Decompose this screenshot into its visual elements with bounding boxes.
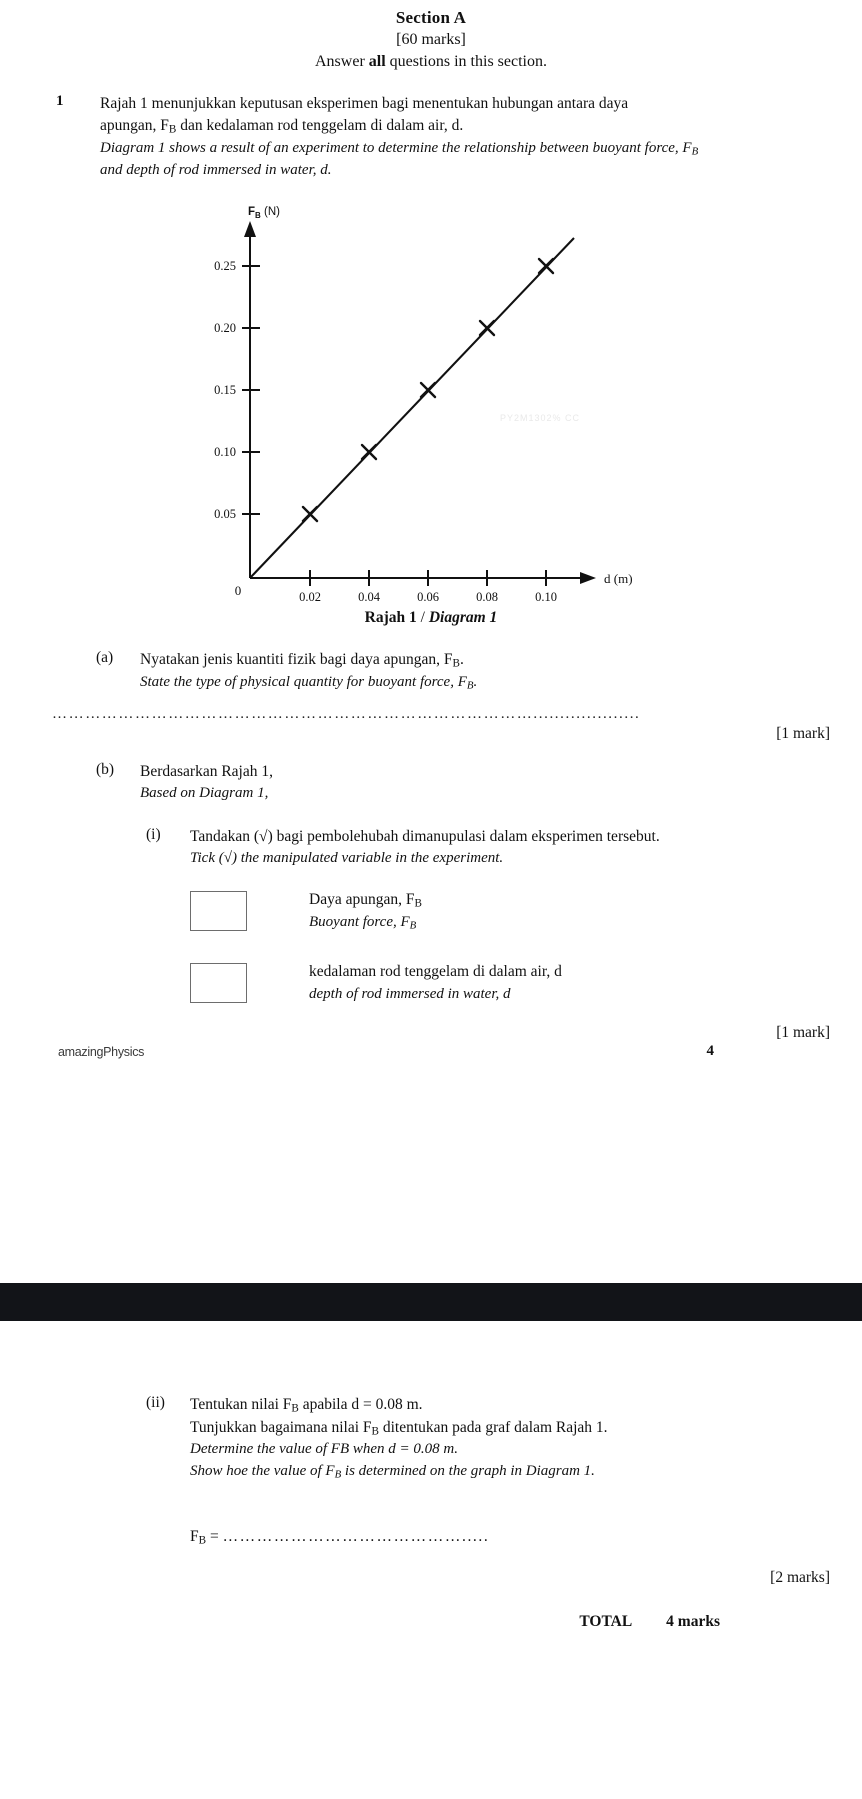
- total-label: TOTAL: [579, 1612, 633, 1630]
- answer-note-pre: Answer: [315, 53, 369, 70]
- section-marks-note: [60 marks]: [396, 31, 466, 48]
- part-b-ii-malay-2a: Tunjukkan bagaimana nilai F: [190, 1418, 372, 1436]
- diagram-1-graph: [0, 203, 862, 626]
- page-separator-band: [0, 1283, 862, 1321]
- x-tick-label-2: 0.06: [417, 589, 439, 604]
- subscript-b: B: [691, 145, 699, 158]
- section-title: Section A: [395, 8, 467, 27]
- option-0-english-a: Buoyant force, F: [309, 914, 410, 931]
- part-b-ii-label: (ii): [146, 1394, 165, 1411]
- x-tick-label-0: 0.02: [299, 589, 321, 604]
- part-b-ii-malay-2b: ditentukan pada graf dalam Rajah 1.: [379, 1418, 608, 1436]
- part-a-malay-a: Nyatakan jenis kuantiti fizik bagi daya apungan, F: [140, 650, 453, 668]
- page-footer: [0, 1045, 862, 1069]
- stem-malay-line-2-b: dan kedalaman rod tenggelam di dalam air, d.: [176, 117, 464, 134]
- part-b-i-english: Tick (√) the manipulated variable in the experiment.: [190, 850, 504, 866]
- option-1-english-a: depth of rod immersed in water, d: [309, 986, 511, 1003]
- answer-note-post: questions in this section.: [385, 53, 547, 70]
- part-a: [0, 649, 862, 694]
- x-tick-label-4: 0.10: [535, 589, 557, 604]
- part-b-ii-malay-line-2: [190, 1417, 830, 1440]
- subscript-b: B: [334, 1467, 342, 1480]
- answer-note-emphasis: all: [368, 53, 386, 70]
- diagram-caption: [0, 609, 862, 627]
- section-header: [0, 0, 862, 71]
- stem-malay-line-2-a: apungan, F: [100, 117, 169, 134]
- part-a-answer-line[interactable]: ……………………………………………………………………………....................: [52, 705, 641, 722]
- part-a-english-b: .: [473, 674, 478, 691]
- option-0-english: [309, 912, 422, 933]
- graph-background: [214, 203, 634, 615]
- part-a-english: [140, 672, 830, 693]
- part-b-i-marks: [1 mark]: [776, 1023, 830, 1041]
- y-tick-label-2: 0.15: [214, 382, 236, 397]
- tick-option-depth-text: [309, 961, 562, 1005]
- part-b-ii-english-line-1: Determine the value of FB when d = 0.08 m.: [190, 1441, 458, 1458]
- part-b-ii-malay-1b: apabila d = 0.08 m.: [298, 1396, 423, 1413]
- answer-prefix-a: F: [190, 1528, 199, 1546]
- x-axis-label: d (m): [604, 570, 633, 586]
- y-axis-label: $F_B$ (N): [248, 205, 280, 220]
- stem-english-line-1-a: Diagram 1 shows a result of an experiment to determine the relationship between buoyant force, F: [100, 140, 692, 157]
- part-b-ii-answer-line[interactable]: …………………………………….....: [222, 1528, 490, 1546]
- stem-malay-line-2: [100, 115, 830, 138]
- subscript-b: B: [291, 1402, 299, 1415]
- part-b-ii-english-2a: Show hoe the value of F: [190, 1462, 335, 1479]
- option-1-malay-a: kedalaman rod tenggelam di dalam air, d: [309, 963, 562, 981]
- graph-canvas: [214, 203, 634, 613]
- subscript-b: B: [371, 1425, 379, 1438]
- checkbox-depth[interactable]: [190, 963, 247, 1003]
- y-tick-label-4: 0.25: [214, 258, 236, 273]
- tick-option-depth[interactable]: [190, 961, 862, 1005]
- tick-option-buoyant-force-text: [309, 889, 422, 933]
- stem-english-line-2: and depth of rod immersed in water, d.: [100, 161, 332, 178]
- footer-page-number: 4: [706, 1043, 714, 1059]
- subscript-b: B: [409, 919, 417, 932]
- total-value: 4 marks: [666, 1612, 720, 1630]
- part-b-ii: [0, 1394, 862, 1482]
- subscript-b: B: [414, 897, 422, 910]
- part-b-i-label: (i): [146, 825, 161, 843]
- origin-label: 0: [234, 582, 242, 598]
- part-b-i-malay: Tandakan (√) bagi pembolehubah dimanupulasi dalam eksperimen tersebut.: [190, 827, 660, 845]
- diagram-caption-sep: /: [416, 608, 429, 626]
- y-tick-label-1: 0.10: [214, 444, 236, 459]
- part-a-marks: [1 mark]: [776, 724, 830, 742]
- tick-option-buoyant-force[interactable]: [190, 889, 862, 933]
- part-a-malay: [140, 649, 830, 672]
- graph-svg: [214, 203, 634, 615]
- part-b-ii-malay-1a: Tentukan nilai F: [190, 1396, 292, 1413]
- x-tick-label-3: 0.08: [476, 589, 498, 604]
- subscript-b: B: [198, 1534, 207, 1547]
- answer-prefix-fb: [190, 1528, 223, 1545]
- graph-watermark: PY2M1302% CC: [500, 412, 581, 423]
- part-b-ii-answer-row[interactable]: [0, 1528, 862, 1546]
- part-a-english-a: State the type of physical quantity for buoyant force, F: [140, 674, 467, 691]
- stem-malay-line-1: Rajah 1 menunjukkan keputusan eksperimen bagi menentukan hubungan antara daya: [100, 95, 629, 112]
- tick-options: [0, 889, 862, 1005]
- y-tick-label-0: 0.05: [214, 506, 236, 521]
- part-b-ii-english-2b: is determined on the graph in Diagram 1.: [341, 1462, 595, 1479]
- page-lower-half: [0, 1380, 862, 1631]
- x-tick-label-1: 0.04: [358, 589, 380, 604]
- part-b-ii-english-line-2: [190, 1461, 830, 1483]
- checkbox-buoyant-force[interactable]: [190, 891, 247, 931]
- diagram-caption-malay: Rajah 1: [364, 608, 417, 626]
- option-1-english: [309, 984, 562, 1005]
- stem-english-line-1: [100, 138, 830, 159]
- option-0-malay: [309, 889, 422, 912]
- subscript-b: B: [452, 657, 460, 670]
- diagram-caption-english: Diagram 1: [428, 608, 498, 626]
- question-number: 1: [56, 93, 64, 109]
- answer-prefix-b: =: [206, 1528, 223, 1546]
- part-b-english: Based on Diagram 1,: [140, 784, 269, 801]
- part-a-label: (a): [96, 648, 114, 666]
- part-a-answer-row: [0, 706, 862, 723]
- option-1-malay: [309, 961, 562, 984]
- option-0-malay-a: Daya apungan, F: [309, 891, 415, 909]
- part-b-i: [0, 826, 862, 870]
- question-1-stem: [0, 93, 862, 181]
- total-marks-row: [0, 1613, 862, 1631]
- part-b-malay: Berdasarkan Rajah 1,: [140, 762, 273, 780]
- y-tick-label-3: 0.20: [214, 320, 236, 335]
- part-b-label: (b): [96, 760, 115, 778]
- part-a-malay-b: .: [459, 650, 464, 668]
- part-b: [0, 761, 862, 804]
- part-b-ii-marks: [2 marks]: [770, 1568, 830, 1586]
- part-b-ii-malay-line-1: [190, 1394, 830, 1417]
- section-answer-note: [0, 53, 862, 71]
- footer-brand: amazingPhysics: [58, 1045, 145, 1059]
- subscript-b: B: [466, 679, 474, 692]
- subscript-b: B: [168, 123, 177, 136]
